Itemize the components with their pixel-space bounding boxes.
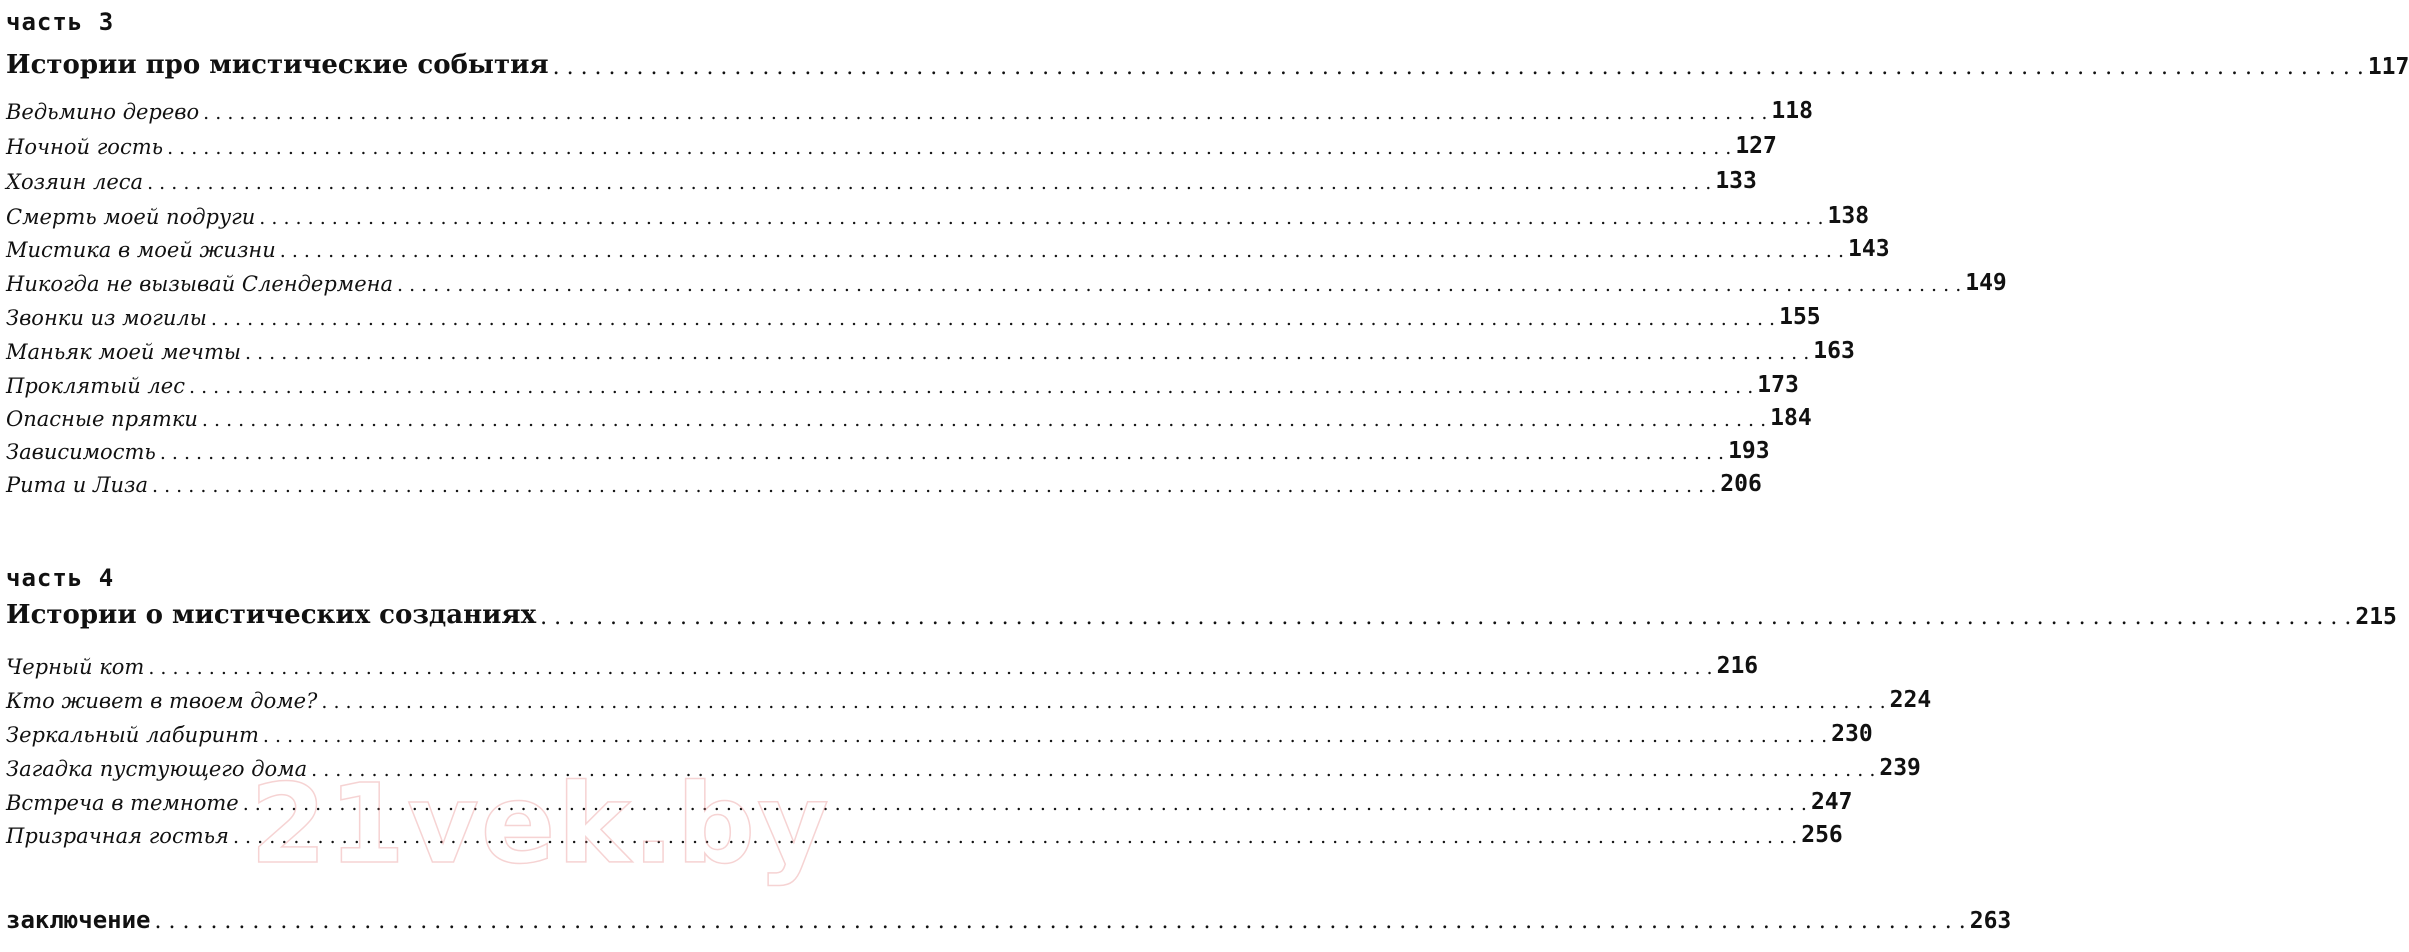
dot-leader [202,409,1766,431]
toc-entry[interactable] [6,338,1855,364]
page-number: 155 [1779,304,1821,330]
dot-leader [540,605,2351,630]
page-number: 173 [1757,372,1799,398]
page-number: 230 [1831,721,1873,747]
page-number: 193 [1728,438,1770,464]
dot-leader [160,442,1724,464]
page-number: 149 [1965,270,2007,296]
toc-entry[interactable] [6,653,1759,679]
toc-entry[interactable] [6,405,1812,431]
page-number: 263 [1969,908,2012,934]
dot-leader [148,657,1712,679]
dot-leader [311,759,1875,781]
toc-entry[interactable] [6,133,1777,159]
toc-entry[interactable] [6,372,1799,398]
story-title: Хозяин леса [6,170,144,194]
dot-leader [152,475,1716,497]
story-title: Рита и Лиза [6,473,148,497]
toc-entry[interactable] [6,438,1770,464]
toc-entry[interactable] [6,471,1762,497]
story-title: Встреча в темноте [6,791,239,815]
dot-leader [233,826,1797,848]
dot-leader [259,207,1823,229]
toc-entry[interactable] [6,687,1932,713]
toc-entry[interactable] [6,270,2007,296]
page-number: 117 [2367,54,2409,80]
story-title: Маньяк моей мечты [6,340,242,364]
dot-leader [553,55,2364,80]
dot-leader [280,240,1844,262]
dot-leader [397,274,1961,296]
page-number: 216 [1716,653,1759,679]
dot-leader [189,376,1753,398]
watermark: 21vek.by [250,760,831,888]
dot-leader [245,342,1809,364]
toc-entry[interactable] [6,304,1821,330]
story-title: Проклятый лес [6,374,185,398]
story-title: Никогда не вызывай Слендермена [6,272,393,296]
page-number: 118 [1771,98,1813,124]
dot-leader [203,102,1767,124]
section-title: Истории о мистических созданиях [6,600,537,630]
dot-leader [243,793,1807,815]
toc-entry-part3-heading[interactable] [6,50,2409,80]
page-number: 127 [1735,133,1777,159]
dot-leader [263,725,1827,747]
toc-entry[interactable] [6,755,1921,781]
dot-leader [147,172,1711,194]
part-4-label: часть 4 [6,564,115,592]
story-title: Мистика в моей жизни [6,238,276,262]
page-number: 184 [1770,405,1812,431]
page-number: 256 [1801,822,1843,848]
story-title: Черный кот [6,655,145,679]
story-title: Загадка пустующего дома [6,757,308,781]
page-number: 247 [1810,789,1853,815]
story-title: Смерть моей подруги [6,205,256,229]
conclusion-title: заключение [6,906,151,934]
page-number: 163 [1813,338,1855,364]
page-number: 143 [1848,236,1890,262]
part-3-label: часть 3 [6,8,115,36]
story-title: Ведьмино дерево [6,100,200,124]
dot-leader [211,308,1775,330]
story-title: Кто живет в твоем доме? [6,689,318,713]
toc-entry[interactable] [6,168,1757,194]
story-title: Звонки из могилы [6,306,207,330]
page-number: 239 [1879,755,1921,781]
toc-entry-conclusion[interactable] [6,906,2012,934]
story-title: Опасные прятки [6,407,198,431]
toc-entry[interactable] [6,822,1843,848]
toc-entry[interactable] [6,98,1813,124]
page-number: 206 [1720,471,1762,497]
toc-entry[interactable] [6,203,1870,229]
toc-entry[interactable] [6,721,1873,747]
dot-leader [167,137,1731,159]
story-title: Призрачная гостья [6,824,229,848]
page-number: 224 [1889,687,1932,713]
page-number: 215 [2355,604,2397,630]
page-number: 138 [1827,203,1870,229]
toc-entry-part4-heading[interactable] [6,600,2397,630]
page-number: 133 [1715,168,1757,194]
dot-leader [155,909,1966,934]
section-title: Истории про мистические события [6,50,549,80]
story-title: Зависимость [6,440,156,464]
toc-entry[interactable] [6,236,1890,262]
story-title: Ночной гость [6,135,164,159]
dot-leader [321,691,1885,713]
story-title: Зеркальный лабиринт [6,723,259,747]
toc-entry[interactable] [6,789,1853,815]
